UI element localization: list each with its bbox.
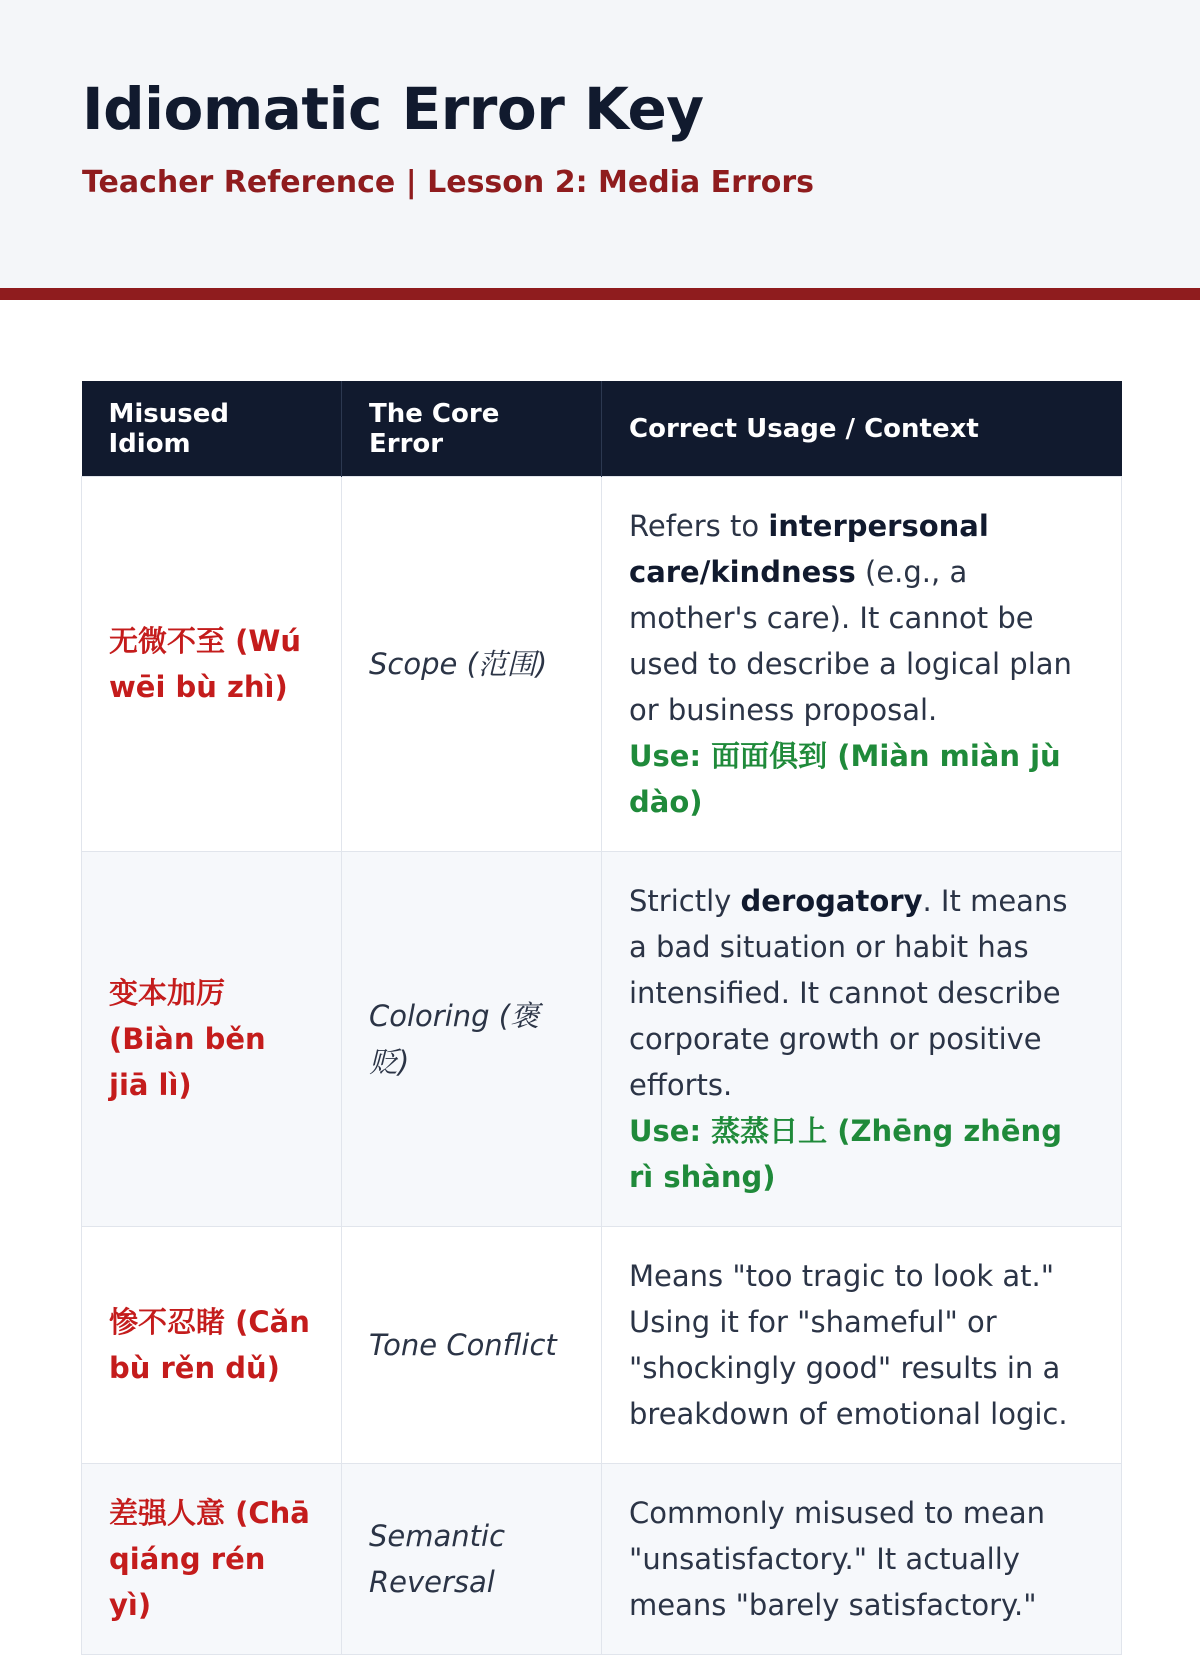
misused-idiom: 变本加厉 (Biàn běn jiā lì)	[109, 976, 266, 1102]
correct-usage: Use: 蒸蒸日上 (Zhēng zhēng rì shàng)	[629, 1114, 1062, 1194]
context-text: Commonly misused to mean "unsatisfactory." It actually means "barely satisfactory."	[629, 1496, 1045, 1622]
core-error: Tone Conflict	[369, 1328, 557, 1362]
core-error: Semantic Reversal	[369, 1519, 506, 1599]
column-header-core-error: The Core Error	[342, 381, 602, 477]
idiom-cell	[82, 477, 342, 852]
context-cell	[602, 477, 1122, 852]
context-emphasis: derogatory	[740, 884, 923, 918]
context-text: Strictly	[629, 884, 741, 918]
context-cell	[602, 1227, 1122, 1464]
correct-usage: Use: 面面俱到 (Miàn miàn jù dào)	[629, 739, 1061, 819]
table-row	[82, 852, 1122, 1227]
table-row	[82, 477, 1122, 852]
error-key-table	[81, 381, 1122, 1655]
table-row	[82, 1227, 1122, 1464]
context-text: Refers to	[629, 509, 769, 543]
idiom-cell	[82, 1464, 342, 1655]
context-text: Means "too tragic to look at." Using it for "shameful" or "shockingly good" results in a breakdown of emotional logic.	[629, 1259, 1068, 1431]
core-error: Scope (范围)	[369, 647, 548, 681]
context-cell	[602, 852, 1122, 1227]
error-cell	[342, 852, 602, 1227]
core-error: Coloring (褒贬)	[369, 999, 540, 1079]
page-title: Idiomatic Error Key	[82, 75, 704, 143]
page-subtitle: Teacher Reference | Lesson 2: Media Errors	[82, 165, 815, 200]
table-row	[82, 1464, 1122, 1655]
misused-idiom: 无微不至 (Wú wēi bù zhì)	[109, 624, 301, 704]
context-text: . It means a bad situation or habit has intensified. It cannot describe corporate growth or positive efforts.	[629, 884, 1068, 1102]
error-cell	[342, 1227, 602, 1464]
idiom-cell	[82, 1227, 342, 1464]
page-header	[0, 0, 1200, 300]
table-header-row	[82, 381, 1122, 477]
error-cell	[342, 477, 602, 852]
error-key-table-wrapper	[81, 381, 1121, 1655]
context-text: (e.g., a mother's care). It cannot be used to describe a logical plan or business proposal.	[629, 555, 1072, 727]
column-header-correct-usage: Correct Usage / Context	[602, 381, 1122, 477]
misused-idiom: 差强人意 (Chā qiáng rén yì)	[109, 1496, 310, 1622]
column-header-misused-idiom: Misused Idiom	[82, 381, 342, 477]
context-cell	[602, 1464, 1122, 1655]
context-emphasis: interpersonal care/kindness	[629, 509, 989, 589]
idiom-cell	[82, 852, 342, 1227]
error-cell	[342, 1464, 602, 1655]
misused-idiom: 惨不忍睹 (Cǎn bù rěn dǔ)	[109, 1305, 310, 1385]
